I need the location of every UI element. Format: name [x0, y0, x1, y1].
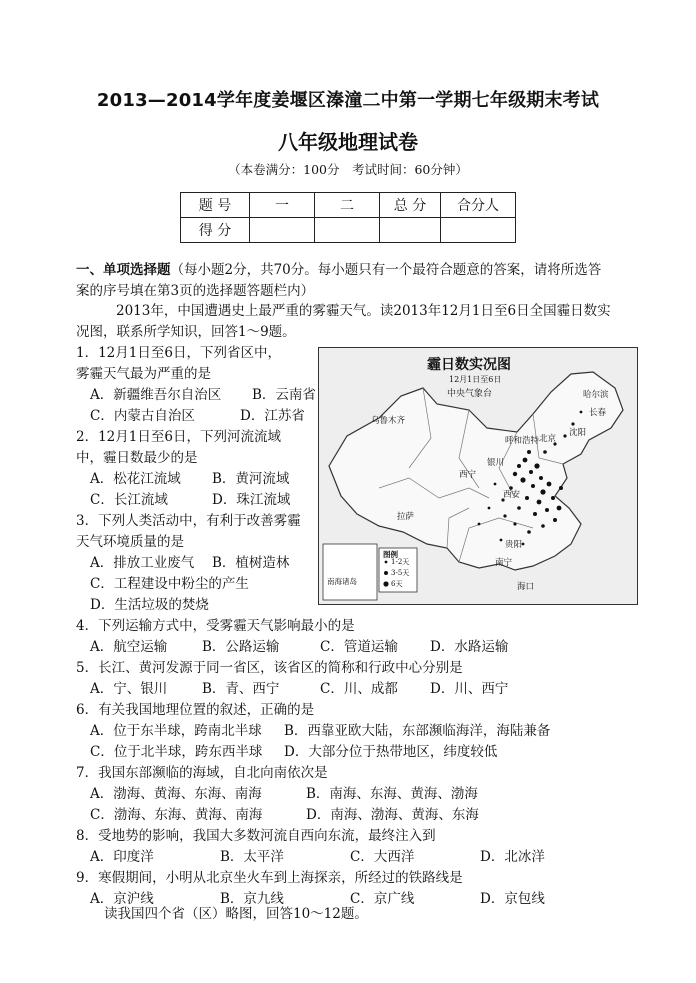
option-d: D．南海、渤海、黄海、东海	[306, 807, 479, 823]
question-8	[76, 826, 636, 868]
score-input-cell	[250, 218, 315, 243]
map-city-label: 贵阳	[505, 540, 523, 550]
option-d: D．水路运输	[430, 639, 509, 655]
option-a: A．排放工业废气	[90, 555, 195, 571]
next-section-intro: 读我国四个省（区）略图，回答10～12题。	[104, 906, 368, 922]
map-city-label: 西安	[503, 490, 521, 500]
question-stem: 雾霾天气最为严重的是	[76, 366, 211, 382]
question-stem: 5．长江、黄河发源于同一省区，该省区的简称和行政中心分别是	[76, 660, 463, 676]
exam-title: 2013—2014学年度姜堰区溱潼二中第一学期七年级期末考试	[96, 90, 600, 111]
map-city-label: 长春	[589, 408, 607, 418]
option-a: A．航空运输	[90, 639, 168, 655]
score-cell: 得 分	[181, 218, 250, 243]
question-stem: 3．下列人类活动中，有利于改善雾霾	[76, 513, 301, 529]
question-4	[76, 616, 616, 658]
question-stem: 6．有关我国地理位置的叙述，正确的是	[76, 702, 315, 718]
option-b: B．云南省	[252, 387, 316, 403]
option-d: D．生活垃圾的焚烧	[90, 597, 209, 613]
map-city-label: 海口	[517, 582, 535, 592]
option-a: A．新疆维吾尔自治区	[90, 387, 222, 403]
score-input-cell	[380, 218, 441, 243]
haze-days-map	[318, 347, 638, 605]
option-c: C．川、成都	[320, 681, 398, 697]
option-c: C．内蒙古自治区	[90, 408, 195, 424]
option-b: B．青、西宁	[202, 681, 280, 697]
question-stem: 2．12月1日至6日，下列河流流域	[76, 429, 281, 445]
map-city-label: 哈尔滨	[583, 390, 609, 400]
question-1	[76, 343, 316, 427]
score-cell: 题 号	[181, 193, 250, 218]
option-a: A．渤海、黄海、东海、南海	[90, 786, 262, 802]
map-city-label: 银川	[487, 458, 505, 468]
intro-line: 2013年，中国遭遇史上最严重的雾霾天气。读2013年12月1日至6日全国霾日数实	[116, 303, 611, 319]
option-c: C．长江流域	[90, 492, 168, 508]
score-table-header-row	[181, 193, 516, 218]
question-stem: 1．12月1日至6日，下列省区中，	[76, 345, 281, 361]
score-cell: 一	[250, 193, 315, 218]
inset-label: 南海诸岛	[327, 577, 357, 586]
map-city-label: 乌鲁木齐	[371, 416, 406, 426]
question-stem: 9．寒假期间，小明从北京坐火车到上海探亲，所经过的铁路线是	[76, 870, 463, 886]
option-b: B．南海、东海、黄海、渤海	[306, 786, 478, 802]
section-heading-rest: （每小题2分，共70分。每小题只有一个最符合题意的答案，请将所选答	[170, 262, 602, 278]
section-heading-rest: 案的序号填在第3页的选择题答题栏内）	[76, 283, 315, 299]
map-source: 中央气象台	[447, 389, 493, 399]
option-b: B．公路运输	[202, 639, 280, 655]
paper-title: 八年级地理试卷	[278, 130, 418, 154]
option-d: D．京包线	[480, 891, 545, 907]
map-city-label: 呼和浩特	[505, 436, 540, 446]
question-stem: 8．受地势的影响，我国大多数河流自西向东流，最终注入到	[76, 828, 436, 844]
option-b: B．西靠亚欧大陆，东部濒临海洋，海陆兼备	[284, 723, 551, 739]
option-a: A．京沪线	[90, 891, 154, 907]
question-7	[76, 763, 616, 826]
map-city-label: 西宁	[459, 470, 477, 480]
question-stem: 4．下列运输方式中，受雾霾天气影响最小的是	[76, 618, 355, 634]
map-date: 12月1日至6日	[449, 375, 502, 384]
option-b: B．黄河流域	[212, 471, 290, 487]
option-b: B．植树造林	[212, 555, 290, 571]
option-d: D．北冰洋	[480, 849, 545, 865]
score-cell: 总 分	[380, 193, 441, 218]
question-6	[76, 700, 616, 763]
option-c: C．京广线	[350, 891, 415, 907]
option-d: D．珠江流域	[212, 492, 291, 508]
option-c: C．管道运输	[320, 639, 398, 655]
score-cell: 合分人	[441, 193, 516, 218]
question-stem: 天气环境质量的是	[76, 534, 184, 550]
score-input-cell	[441, 218, 516, 243]
option-c: C．工程建设中粉尘的产生	[90, 576, 249, 592]
map-city-label: 沈阳	[569, 428, 587, 438]
legend-item: 6天	[391, 580, 403, 588]
legend-item: 3-5天	[391, 569, 410, 577]
legend-title: 图例	[383, 550, 398, 559]
option-a: A．印度洋	[90, 849, 154, 865]
exam-info: （本卷满分：100分 考试时间：60分钟）	[228, 162, 468, 177]
option-b: B．京九线	[220, 891, 284, 907]
intro-line: 况图，联系所学知识，回答1～9题。	[76, 324, 296, 340]
score-input-cell	[315, 218, 380, 243]
map-city-label: 拉萨	[397, 512, 415, 522]
option-a: A．位于东半球，跨南北半球	[90, 723, 262, 739]
option-a: A．宁、银川	[90, 681, 168, 697]
score-table-score-row	[181, 218, 516, 243]
map-title: 霾日数实况图	[427, 357, 511, 373]
legend-item: 1-2天	[391, 558, 410, 566]
question-5	[76, 658, 616, 700]
option-a: A．松花江流域	[90, 471, 181, 487]
question-stem: 中，霾日数最少的是	[76, 450, 198, 466]
section-heading	[76, 260, 636, 302]
option-c: C．位于北半球，跨东西半球	[90, 744, 263, 760]
section-heading-bold: 一、单项选择题	[76, 262, 171, 278]
option-d: D．江苏省	[240, 408, 305, 424]
option-d: D．大部分位于热带地区，纬度较低	[284, 744, 498, 760]
question-stem: 7．我国东部濒临的海域，自北向南依次是	[76, 765, 328, 781]
question-3	[76, 511, 316, 616]
score-table	[180, 192, 516, 243]
score-cell: 二	[315, 193, 380, 218]
option-b: B．太平洋	[220, 849, 284, 865]
option-d: D．川、西宁	[430, 681, 509, 697]
option-c: C．大西洋	[350, 849, 415, 865]
question-2	[76, 427, 316, 511]
map-city-label: 北京	[539, 434, 557, 444]
intro-paragraph	[76, 301, 636, 343]
option-c: C．渤海、东海、黄海、南海	[90, 807, 263, 823]
map-city-label: 南宁	[495, 558, 513, 568]
